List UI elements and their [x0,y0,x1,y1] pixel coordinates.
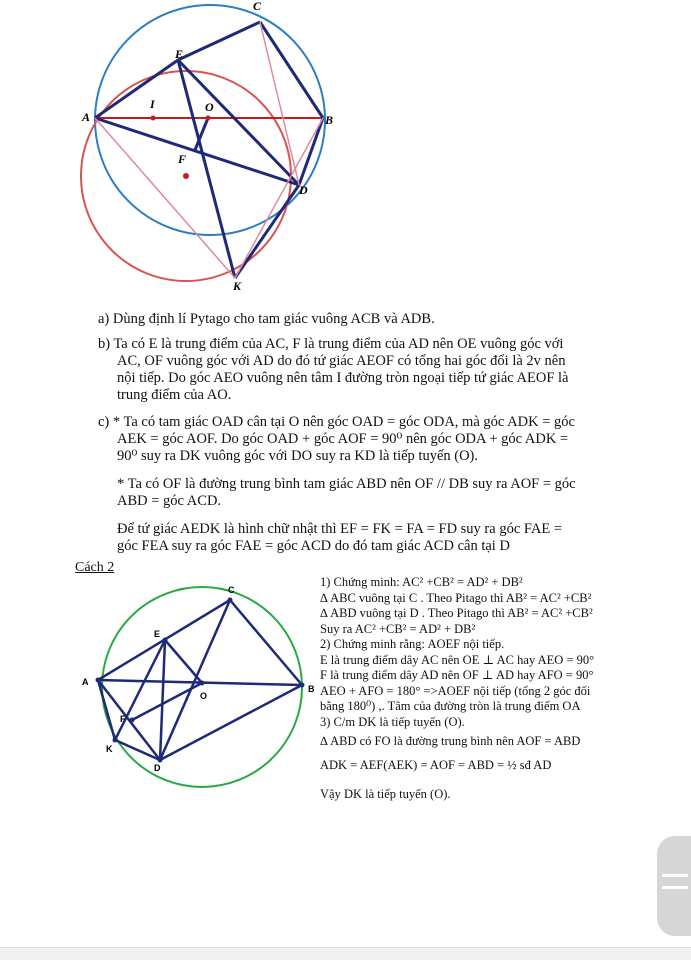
answer-b-line1: b) Ta có E là trung điểm của AC, F là trung điểm của AD nên OE vuông góc với [98,336,564,352]
fig2-label-c: C [228,585,235,595]
fig2-label-e: E [154,629,161,639]
solution-2-text [320,575,660,803]
sol2-line-4: Suy ra AC² +CB² = AD² + DB² [320,621,476,636]
figure-1-geometry [70,0,360,292]
sol2-line-13: Vậy DK là tiếp tuyến (O). [320,787,451,801]
sol2-line-8: AEO + AFO = 180° =>AOEF nội tiếp (tổng 2 góc đối [320,683,591,698]
sol2-line-2: ∆ ABC vuông tại C . Theo Pitago thì AB² = AC² +CB² [320,590,592,605]
fig2-label-b: B [308,684,315,694]
label-b: B [325,113,334,127]
fig2-label-a: A [82,677,89,687]
fig2-label-f: F [120,714,126,724]
label-i: I [150,97,155,111]
sol2-line-11: ∆ ABD có FO là đường trung bình nên AOF = ABD [320,734,581,748]
answer-c-line2: AEK = góc AOF. Do góc OAD + góc AOF = 90⁰ nên góc ODA + góc ADK = [117,431,569,447]
answer-c-line1: c) * Ta có tam giác OAD cân tại O nên góc OAD = góc ODA, mà góc ADK = góc [98,414,575,430]
bottom-strip [0,947,691,960]
sol2-line-9: bằng 180⁰) ,. Tâm của đường tròn là trung điểm OA [320,699,581,713]
answer-c-line5: ABD = góc ACD. [117,493,222,509]
answer-b-line4: trung điểm của AO. [117,387,232,403]
fig2-label-o: O [200,691,208,701]
label-c: C [253,0,262,13]
sol2-line-6: E là trung điểm dây AC nên OE ⊥ AC hay AEO = 90° [320,652,595,667]
sol2-line-7: F là trung điểm dây AD nên OF ⊥ AD hay AFO = 90° [320,668,594,682]
answer-c-line4: * Ta có OF là đường trung bình tam giác ABD nên OF // DB suy ra AOF = góc [117,476,576,492]
label-f: F [178,152,187,166]
label-a: A [82,110,91,124]
sol2-line-10: 3) C/m DK là tiếp tuyến (O). [320,714,465,729]
answer-c-line7: góc FEA suy ra góc FAE = góc ACD do đó tam giác ACD cân tại D [117,538,510,554]
answer-a: a) Dùng định lí Pytago cho tam giác vuông ACB và ADB. [98,311,435,327]
label-e: E [175,47,184,61]
circle-o [95,5,325,235]
solution-2-title: Cách 2 [75,560,115,575]
fig2-label-k: K [106,744,113,754]
answer-c-line6: Để tứ giác AEDK là hình chữ nhật thì EF = FK = FA = FD suy ra góc FAE = [117,521,562,537]
sol2-line-3: ∆ ABD vuông tại D . Theo Pitago thì AB² = AC² +CB² [320,606,593,620]
label-d: D [299,183,308,197]
fig2-label-d: D [154,763,161,773]
sol2-line-1: 1) Chứng minh: AC² +CB² = AD² + DB² [320,575,523,589]
sol2-line-5: 2) Chứng minh rằng: AOEF nội tiếp. [320,637,505,651]
figure-2-geometry [70,575,330,800]
answer-b-line3: nội tiếp. Do góc AEO vuông nên tâm I đường tròn ngoại tiếp tứ giác AEOF là [117,370,569,386]
scroll-handle[interactable] [657,836,691,936]
label-k: K [233,279,242,292]
sol2-line-12: ADK = AEF(AEK) = AOF = ABD = ½ sđ AD [320,757,552,772]
answer-c-line3: 90⁰ suy ra DK vuông góc với DO suy ra KD là tiếp tuyến (O). [117,448,479,464]
label-o: O [205,100,214,114]
answer-b-line2: AC, OF vuông góc với AD do đó tứ giác AEOF có tổng hai góc đối là 2v nên [117,353,566,369]
